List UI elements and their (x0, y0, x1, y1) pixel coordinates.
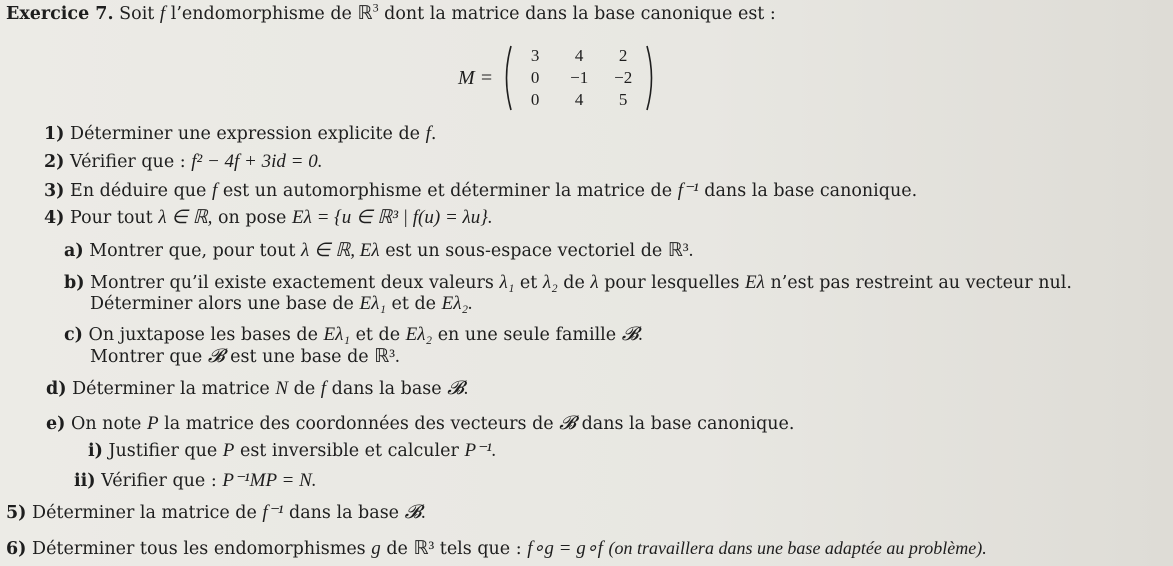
math-f-inverse: f⁻¹ (677, 180, 699, 201)
question-text: Déterminer la matrice de (32, 503, 257, 523)
question-text-2: est un sous-espace vectoriel de (385, 241, 663, 261)
question-number: 5) (6, 503, 27, 523)
question-4a (64, 240, 693, 262)
question-text: Déterminer alors une base de (90, 294, 354, 314)
math-f: f (320, 378, 327, 399)
math-f-inverse: f⁻¹ (262, 502, 284, 523)
question-text: On note (71, 414, 142, 434)
matrix-cell: −2 (614, 68, 633, 87)
question-letter: d) (46, 379, 67, 399)
question-text-3: dans la base canonique. (581, 414, 795, 434)
question-4b-line2 (90, 293, 473, 315)
math-commute: f∘g = g∘f (527, 538, 603, 559)
question-number: 3) (44, 181, 65, 201)
matrix-cell: 0 (530, 90, 540, 109)
question-4c (64, 324, 643, 346)
conj: de (293, 379, 316, 399)
question-text-2: tels que : (439, 539, 522, 559)
math-expression: f² − 4f + 3id = 0. (191, 151, 323, 172)
question-1 (44, 123, 436, 145)
question-text: Montrer que, pour tout (89, 241, 296, 261)
question-number: 6) (6, 539, 27, 559)
question-4e-ii (74, 470, 317, 492)
question-text: Montrer qu’il existe exactement deux valeurs (90, 273, 494, 293)
question-letter: c) (64, 325, 83, 345)
right-paren-icon (645, 44, 657, 112)
question-4b (64, 272, 1072, 294)
conj: de (563, 273, 585, 293)
intro-text-3: dont la matrice dans la base canonique est : (384, 4, 776, 24)
matrix-row (513, 45, 645, 67)
question-5 (6, 502, 426, 524)
question-letter: a) (64, 241, 84, 261)
question-roman: i) (88, 441, 103, 461)
exercise-statement (6, 0, 776, 25)
question-letter: b) (64, 273, 85, 293)
question-6 (6, 537, 987, 560)
math-lambda-1: λ₁ (499, 272, 515, 293)
matrix-cell: −1 (570, 68, 589, 87)
question-text-2: est inversible et calculer (239, 441, 459, 461)
question-text-2: on pose (217, 208, 287, 228)
math-expression: P⁻¹MP = N. (222, 470, 317, 491)
question-4e-i (88, 440, 497, 462)
question-text-2: dans la base (289, 503, 400, 523)
math-lambda: λ (590, 272, 599, 293)
question-4d (46, 378, 469, 400)
math-B: 𝓑. (621, 324, 644, 345)
conj: et (519, 273, 538, 293)
math-P: P (146, 413, 159, 434)
question-letter: e) (46, 414, 66, 434)
question-text: Déterminer la matrice (72, 379, 270, 399)
intro-text: Soit (119, 4, 155, 24)
question-2 (44, 151, 322, 173)
matrix-cell: 3 (530, 46, 540, 65)
math-E-lambda-1: Eλ₁ (323, 324, 350, 345)
question-text: Déterminer tous les endomorphismes (32, 539, 366, 559)
math-B: 𝓑. (447, 378, 469, 399)
question-text-2: dans la base (331, 379, 442, 399)
matrix-table (513, 45, 645, 111)
exercise-number: Exercice 7. (6, 4, 114, 24)
question-text: Pour tout (70, 208, 153, 228)
question-4e (46, 413, 794, 435)
math-R3: ℝ³. (374, 346, 400, 367)
math-f: f (211, 180, 218, 201)
punct: . (430, 124, 437, 144)
math-E-lambda: Eλ (745, 272, 765, 293)
question-note: (on travaillera dans une base adaptée au problème). (608, 538, 987, 558)
math-E-lambda-2: Eλ₂. (441, 293, 473, 314)
matrix-cell: 2 (618, 46, 628, 65)
matrix-row (513, 67, 645, 89)
math-P: P (222, 440, 235, 461)
matrix-label: M = (458, 66, 494, 89)
question-roman: ii) (74, 471, 96, 491)
math-E-lambda-1: Eλ₁ (359, 293, 386, 314)
conj: et de (355, 325, 401, 345)
math-lambda-in-R: λ ∈ ℝ, (158, 207, 213, 228)
conj: et de (391, 294, 437, 314)
math-B: 𝓑 (207, 346, 225, 367)
matrix-cell: 0 (530, 68, 540, 87)
question-3 (44, 180, 917, 202)
math-P-inverse: P⁻¹. (464, 440, 497, 461)
question-text: Montrer que (90, 347, 203, 367)
math-expression: λ ∈ ℝ, Eλ (300, 240, 380, 261)
math-B: 𝓑. (404, 502, 427, 523)
matrix-row (513, 89, 645, 111)
question-text-2: pour lesquelles (604, 273, 740, 293)
question-text-2: est une base de (230, 347, 369, 367)
math-exponent: 3 (372, 0, 379, 15)
matrix-cell: 4 (574, 90, 584, 109)
question-text: En déduire que (70, 181, 207, 201)
question-text: Vérifier que : (101, 471, 217, 491)
question-text-2: la matrice des coordonnées des vecteurs de (164, 414, 554, 434)
math-f: f (425, 123, 431, 144)
math-f: f (159, 3, 166, 24)
question-number: 2) (44, 152, 65, 172)
question-text: Justifier que (108, 441, 218, 461)
math-lambda-2: λ₂ (542, 272, 558, 293)
question-4 (44, 207, 493, 229)
matrix-cell: 4 (574, 46, 584, 65)
question-4c-line2 (90, 346, 400, 368)
question-text-3: dans la base canonique. (704, 181, 918, 201)
intro-text-2: l’endomorphisme de (170, 4, 352, 24)
math-R3: ℝ³ (413, 538, 435, 559)
question-text: On juxtapose les bases de (88, 325, 318, 345)
math-g: g (371, 538, 381, 559)
math-N: N (275, 378, 289, 399)
matrix-cell: 5 (618, 90, 628, 109)
question-text-3: n’est pas restreint au vecteur nul. (770, 273, 1072, 293)
question-text: Déterminer une expression explicite de (70, 124, 421, 144)
conj: de (386, 539, 408, 559)
question-number: 1) (44, 124, 65, 144)
question-text-2: est un automorphisme et déterminer la matrice de (222, 181, 673, 201)
math-B: 𝓑 (559, 413, 576, 434)
question-number: 4) (44, 208, 65, 228)
math-R3: ℝ³. (667, 240, 694, 261)
matrix-M (458, 43, 657, 113)
math-R: ℝ (357, 3, 373, 24)
math-E-lambda-2: Eλ₂ (405, 324, 433, 345)
math-E-lambda-def: Eλ = {u ∈ ℝ³ | f(u) = λu}. (292, 207, 493, 228)
question-text: Vérifier que : (70, 152, 186, 172)
left-paren-icon (501, 44, 513, 112)
question-text-2: en une seule famille (437, 325, 617, 345)
